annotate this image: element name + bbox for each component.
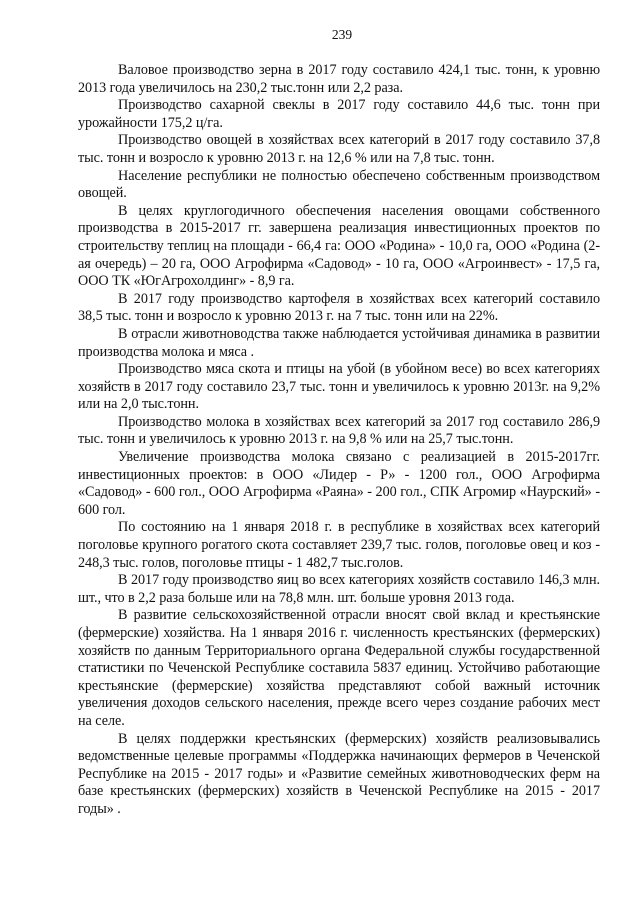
document-page: [78, 26, 600, 819]
paragraph-livestock-headcount: По состоянию на 1 января 2018 г. в республике в хозяйствах всех категорий поголовье крупного рогатого скота составляет 239,7 тыс. голов, поголовье овец и коз - 248,3 тыс. голов, поголовье птицы - 1 482,7 тыс.голов.: [78, 519, 600, 571]
paragraph-grain-production: Валовое производство зерна в 2017 году составило 424,1 тыс. тонн, к уровню 2013 года увеличилось на 230,2 тыс.тонн или 2,2 раза.: [78, 62, 600, 96]
paragraph-potato-production: В 2017 году производство картофеля в хозяйствах всех категорий составило 38,5 тыс. тонн и возросло к уровню 2013 г. на 7 тыс. тонн или на 22%.: [78, 290, 600, 325]
paragraph-meat-production: Производство мяса скота и птицы на убой (в убойном весе) во всех категориях хозяйств в 2017 году составило 23,7 тыс. тонн и увеличилось к уровню 2013г. на 9,2% или на 2,0 тыс.тонн.: [78, 361, 600, 413]
paragraph-vegetable-supply: Население республики не полностью обеспечено собственным производством овощей.: [78, 167, 600, 202]
paragraph-vegetables: Производство овощей в хозяйствах всех категорий в 2017 году составило 37,8 тыс. тонн и возросло к уровню 2013 г. на 12,6 % или на 7,8 тыс. тонн.: [78, 132, 600, 166]
paragraph-milk-production: Производство молока в хозяйствах всех категорий за 2017 год составило 286,9 тыс. тонн и увеличилось к уровню 2013 г. на 9,8 % или на 25,7 тыс.тонн.: [78, 413, 600, 448]
paragraph-egg-production: В 2017 году производство яиц во всех категориях хозяйств составило 146,3 млн. шт., что в 2,2 раза больше или на 78,8 млн. шт. больше уровня 2013 года.: [78, 572, 600, 606]
paragraph-support-programs: В целях поддержки крестьянских (фермерских) хозяйств реализовывались ведомственные целевые программы «Поддержка начинающих фермеров в Чеченской Республике на 2015 - 2017 годы» и «Развитие семейных животноводческих ферм на базе крестьянских (фермерских) хозяйств в Чеченской Республике на 2015 - 2017 годы» .: [78, 730, 600, 817]
paragraph-farm-households: В развитие сельскохозяйственной отрасли вносят свой вклад и крестьянские (фермерские) хозяйства. На 1 января 2016 г. численность крестьянских (фермерских) хозяйств по данным Территориального органа Федеральной службы государственной статистики по Чеченской Республике составила 5837 единиц. Устойчиво работающие крестьянские (фермерские) хозяйства представляют собой важный источник увеличения доходов сельского населения, прежде всего через создание рабочих мест на селе.: [78, 607, 600, 729]
paragraph-greenhouse-projects: В целях круглогодичного обеспечения населения овощами собственного производства в 2015-2017 гг. завершена реализация инвестиционных проектов по строительству теплиц на площади - 66,4 га: ООО «Родина» - 10,0 га, ООО «Родина (2-ая очередь) – 20 га, ООО Агрофирма «Садовод» - 10 га, ООО «Агроинвест» - 17,5 га, ООО ТК «ЮгАгрохолдинг» - 8,9 га.: [78, 202, 600, 290]
page-number: 239: [331, 27, 353, 42]
paragraph-livestock-dynamics: В отрасли животноводства также наблюдается устойчивая динамика в развитии производства молока и мяса .: [78, 325, 600, 360]
paragraph-sugar-beet: Производство сахарной свеклы в 2017 году составило 44,6 тыс. тонн при урожайности 175,2 ц/га.: [78, 97, 600, 131]
paragraph-milk-investment-projects: Увеличение производства молока связано с реализацией в 2015-2017гг. инвестиционных проектов: в ООО «Лидер - Р» - 1200 гол., ООО Агрофирма «Садовод» - 600 гол., ООО Агрофирма «Раяна» - 200 гол., СПК Агромир «Наурский» - 600 гол.: [78, 449, 600, 518]
